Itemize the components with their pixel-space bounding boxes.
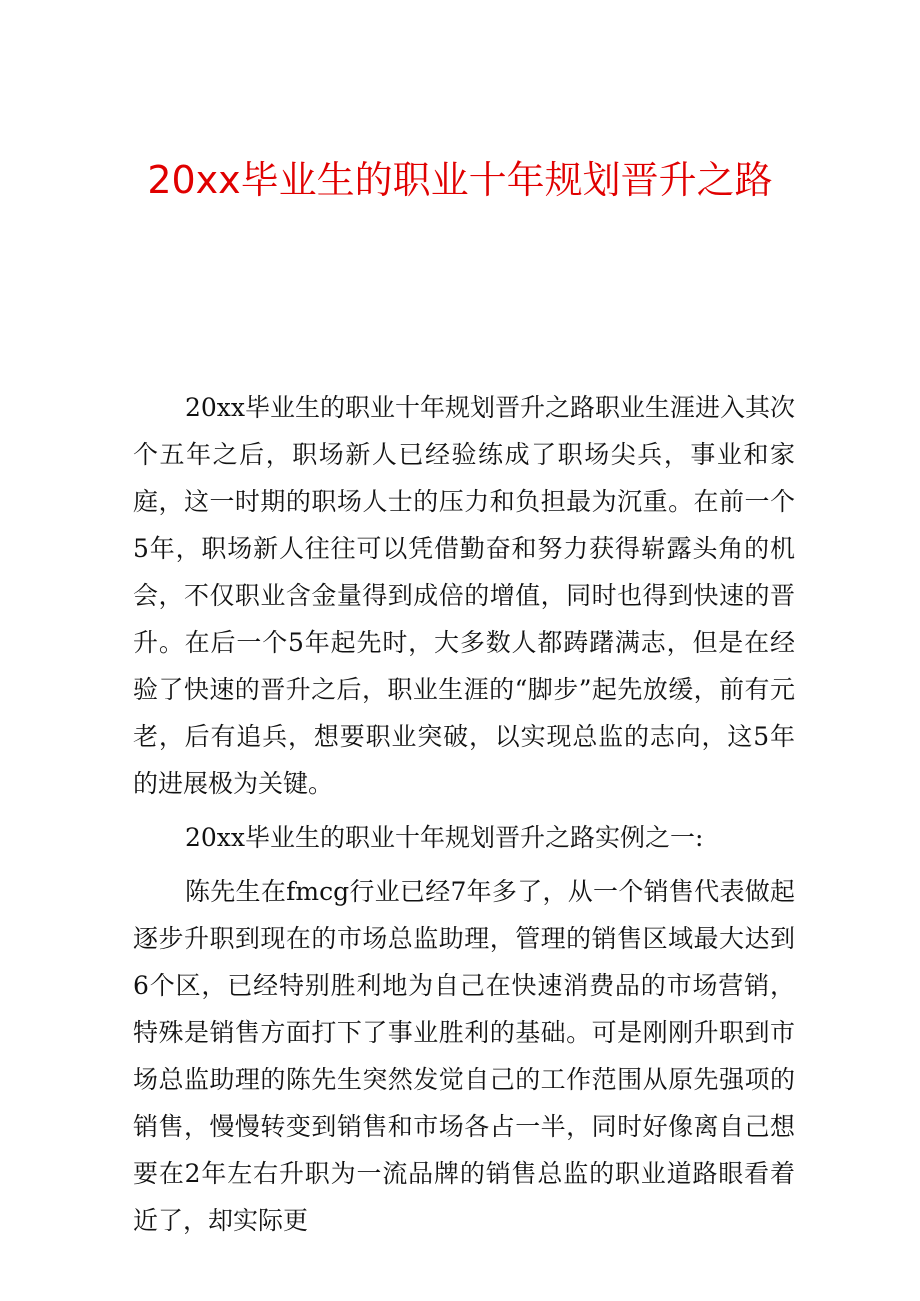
document-title: 20xx毕业生的职业十年规划晋升之路 [147,158,773,202]
paragraph-example-case: 陈先生在fmcg行业已经7年多了，从一个销售代表做起逐步升职到现在的市场总监助理，管理的销售区域最大达到6个区，已经特别胜利地为自己在快速消费品的市场营销，特殊是销售方面打下了事业胜利的基础。可是刚刚升职到市场总监助理的陈先生突然发觉自己的工作范围从原先强项的销售，慢慢转变到销售和市场各占一半，同时好像离自己想要在2年左右升职为一流品牌的销售总监的职业道路眼看着近了，却实际更 [133,877,795,1235]
paragraph-intro: 20xx毕业生的职业十年规划晋升之路职业生涯进入其次个五年之后，职场新人已经验练成了职场尖兵，事业和家庭，这一时期的职场人士的压力和负担最为沉重。在前一个5年，职场新人往往可以凭借勤奋和努力获得崭露头角的机会，不仅职业含金量得到成倍的增值，同时也得到快速的晋升。在后一个5年起先时，大多数人都踌躇满志，但是在经验了快速的晋升之后，职业生涯的“脚步”起先放缓，前有元老，后有追兵，想要职业突破，以实现总监的志向，这5年的进展极为关键。 [133,393,796,798]
document-body [133,384,795,1251]
paragraph-example-heading: 20xx毕业生的职业十年规划晋升之路实例之一: [185,823,704,852]
